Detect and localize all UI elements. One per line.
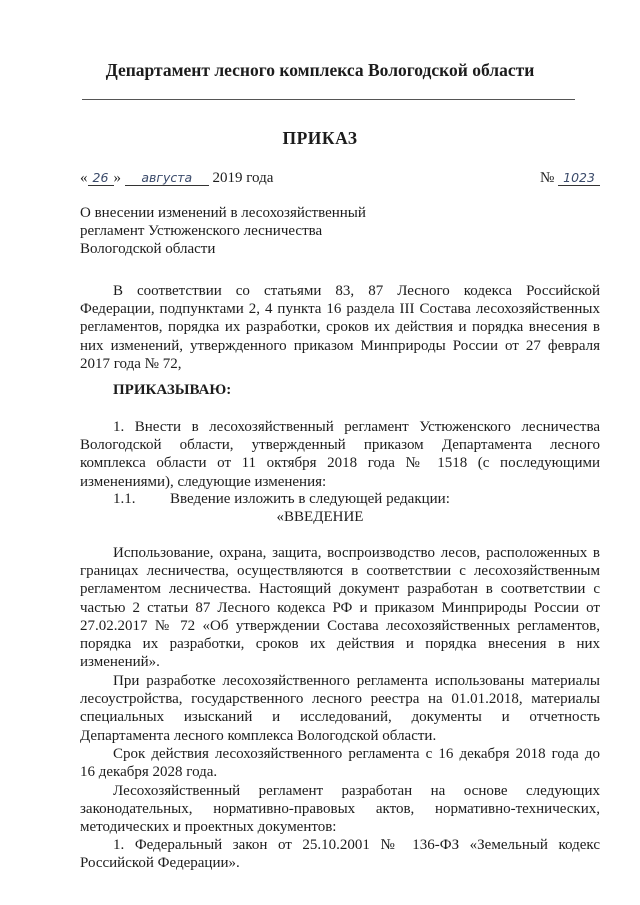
text-line: границах лесничества, осуществляются в соответствии с лесохозяйственным xyxy=(80,563,600,580)
item-1-paragraph xyxy=(80,418,600,491)
text-line: 1. Федеральный закон от 25.10.2001 № 136-ФЗ «Земельный кодекс xyxy=(113,837,600,853)
text-line: Лесохозяйственный регламент разработан на основе следующих xyxy=(113,783,600,799)
text-line: методических и проектных документов: xyxy=(80,819,337,836)
date-year: 2019 года xyxy=(212,170,274,186)
text-line: Российской Федерации». xyxy=(80,855,240,872)
order-word: ПРИКАЗЫВАЮ: xyxy=(113,382,232,398)
text-line: Федерации, подпунктами 2, 4 пункта 16 раздела III Состава лесохозяйственных xyxy=(80,301,600,318)
header-divider xyxy=(82,99,575,100)
text-line: 16 декабря 2028 года. xyxy=(80,764,218,781)
body-paragraph-2 xyxy=(80,672,600,745)
subject-line: О внесении изменений в лесохозяйственный xyxy=(80,205,366,221)
text-line: Использование, охрана, защита, воспроизводство лесов, расположенных в xyxy=(113,545,600,561)
text-line: При разработке лесохозяйственного регламента использованы материалы xyxy=(113,673,600,689)
text-line: Вологодской области, утвержденный приказом Департамента лесного xyxy=(80,437,600,454)
text-line: изменений». xyxy=(80,654,160,671)
text-line: изменениями), следующие изменения: xyxy=(80,473,327,490)
text-line: лесоустройства, государственного лесного реестра на 01.01.2018, материалы xyxy=(80,691,600,708)
date-day: 26 xyxy=(88,170,114,186)
item-1-1-text: Введение изложить в следующей редакции: xyxy=(170,491,450,507)
text-line: них изменений, утвержденного приказом Минприроды России от 27 февраля xyxy=(80,337,600,354)
text-line: Срок действия лесохозяйственного регламента с 16 декабря 2018 года до xyxy=(113,746,600,762)
date-open-quote: « xyxy=(80,170,88,186)
date-close-quote: » xyxy=(113,170,121,186)
body-paragraph-4 xyxy=(80,782,600,837)
text-line: В соответствии со статьями 83, 87 Лесного кодекса Российской xyxy=(113,283,600,299)
text-line: комплекса области от 11 октября 2018 года № 1518 (с последующими xyxy=(80,455,600,472)
text-line: порядка их разработки, сроков их действия и порядка внесения в них xyxy=(80,636,600,653)
text-line: регламентом лесничества. Настоящий документ разработан в соответствии с xyxy=(80,581,600,598)
text-line: законодательных, нормативно-правовых актов, нормативно-технических, xyxy=(80,801,600,818)
item-1-1-number: 1.1. xyxy=(113,491,136,507)
subject-line: регламент Устюженского лесничества xyxy=(80,223,323,239)
introduction-heading: «ВВЕДЕНИЕ xyxy=(276,509,364,525)
text-line: 1. Внести в лесохозяйственный регламент Устюженского лесничества xyxy=(113,419,600,435)
number-value: 1023 xyxy=(558,170,600,186)
document-type: ПРИКАЗ xyxy=(282,128,358,148)
text-line: регламентов, порядка их разработки, сроков их действия и порядка внесения в xyxy=(80,319,600,336)
preamble-paragraph xyxy=(80,282,600,373)
text-line: 2017 года № 72, xyxy=(80,355,182,372)
body-paragraph-3 xyxy=(80,745,600,781)
date-month: августа xyxy=(125,170,209,186)
text-line: частью 2 статьи 87 Лесного кодекса РФ и приказом Минприроды России от xyxy=(80,599,600,616)
order-date xyxy=(80,170,273,187)
department-title: Департамент лесного комплекса Вологодской области xyxy=(105,60,535,80)
text-line: 27.02.2017 № 72 «Об утверждении Состава лесохозяйственных регламентов, xyxy=(80,617,600,634)
order-number xyxy=(540,170,600,187)
text-line: специальных изысканий и исследований, документы и отчетность xyxy=(80,709,600,726)
subject-line: Вологодской области xyxy=(80,241,216,257)
body-paragraph-1 xyxy=(80,544,600,671)
body-paragraph-5 xyxy=(80,836,600,872)
number-label: № xyxy=(540,170,555,186)
order-subject xyxy=(80,204,366,258)
text-line: Департамента лесного комплекса Вологодской области. xyxy=(80,727,437,744)
